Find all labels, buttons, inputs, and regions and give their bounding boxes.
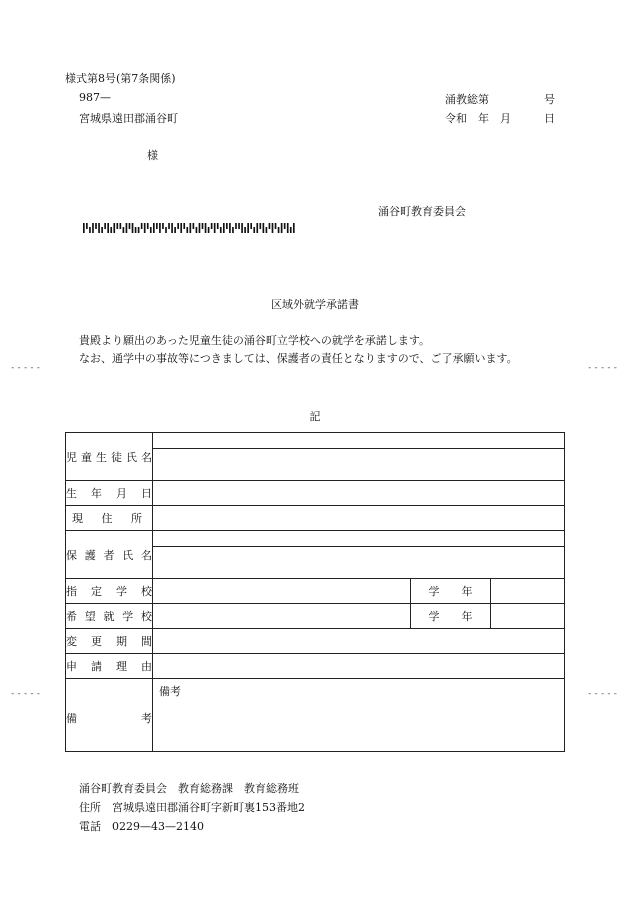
body-line-1: 貴殿より願出のあった児童生徒の涌谷町立学校への就学を承諾します。 bbox=[79, 334, 431, 347]
cut-mark-right-bottom: ----- bbox=[587, 689, 620, 699]
issue-date: 令和 年 月 日 bbox=[445, 112, 555, 125]
guardian-name-label: 保護者氏名 bbox=[66, 531, 153, 579]
cut-mark-right-top: ----- bbox=[587, 363, 620, 373]
remarks-inner-label: 備考 bbox=[159, 685, 181, 698]
postal-code: 987— bbox=[79, 91, 111, 104]
recipient-address: 宮城県遠田郡涌谷町 bbox=[79, 112, 178, 125]
remarks-label: 備考 bbox=[66, 679, 153, 752]
cut-mark-left-bottom: ----- bbox=[10, 689, 43, 699]
birth-date-label: 生年月日 bbox=[66, 481, 153, 506]
application-form-table bbox=[65, 432, 565, 752]
desired-school-label: 希望就学校 bbox=[66, 604, 153, 629]
cut-mark-left-top: ----- bbox=[10, 363, 43, 373]
footer-office: 涌谷町教育委員会 教育総務課 教育総務班 bbox=[79, 782, 299, 795]
postal-barcode bbox=[83, 223, 296, 233]
guardian-name-furigana-field[interactable] bbox=[153, 531, 565, 547]
change-period-label: 変更期間 bbox=[66, 629, 153, 654]
current-address-label: 現住所 bbox=[66, 506, 153, 531]
change-period-field[interactable] bbox=[153, 629, 565, 654]
designated-school-field[interactable] bbox=[153, 579, 411, 604]
document-title: 区域外就学承諾書 bbox=[271, 298, 359, 311]
desired-school-field[interactable] bbox=[153, 604, 411, 629]
student-name-field[interactable] bbox=[153, 449, 565, 481]
ki-label: 記 bbox=[309, 410, 321, 423]
recipient-suffix: 様 bbox=[147, 149, 158, 162]
body-line-2: なお、通学中の事故等につきましては、保護者の責任となりますので、ご了承願います。 bbox=[79, 352, 518, 365]
birth-date-field[interactable] bbox=[153, 481, 565, 506]
designated-grade-label: 学 年 bbox=[411, 579, 491, 604]
current-address-field[interactable] bbox=[153, 506, 565, 531]
reason-label: 申請理由 bbox=[66, 654, 153, 679]
form-number: 様式第8号(第7条関係) bbox=[65, 72, 176, 85]
guardian-name-field[interactable] bbox=[153, 547, 565, 579]
footer-phone: 電話 0229—43—2140 bbox=[79, 820, 204, 833]
desired-grade-label: 学 年 bbox=[411, 604, 491, 629]
student-name-furigana-field[interactable] bbox=[153, 433, 565, 449]
designated-grade-field[interactable] bbox=[491, 579, 565, 604]
footer-address: 住所 宮城県遠田郡涌谷町字新町裏153番地2 bbox=[79, 801, 305, 814]
document-number: 涌教総第 号 bbox=[445, 93, 555, 106]
student-name-label: 児童生徒氏名 bbox=[66, 433, 153, 481]
issuer-name: 涌谷町教育委員会 bbox=[378, 205, 466, 218]
remarks-field[interactable] bbox=[153, 679, 565, 752]
reason-field[interactable] bbox=[153, 654, 565, 679]
desired-grade-field[interactable] bbox=[491, 604, 565, 629]
designated-school-label: 指定学校 bbox=[66, 579, 153, 604]
